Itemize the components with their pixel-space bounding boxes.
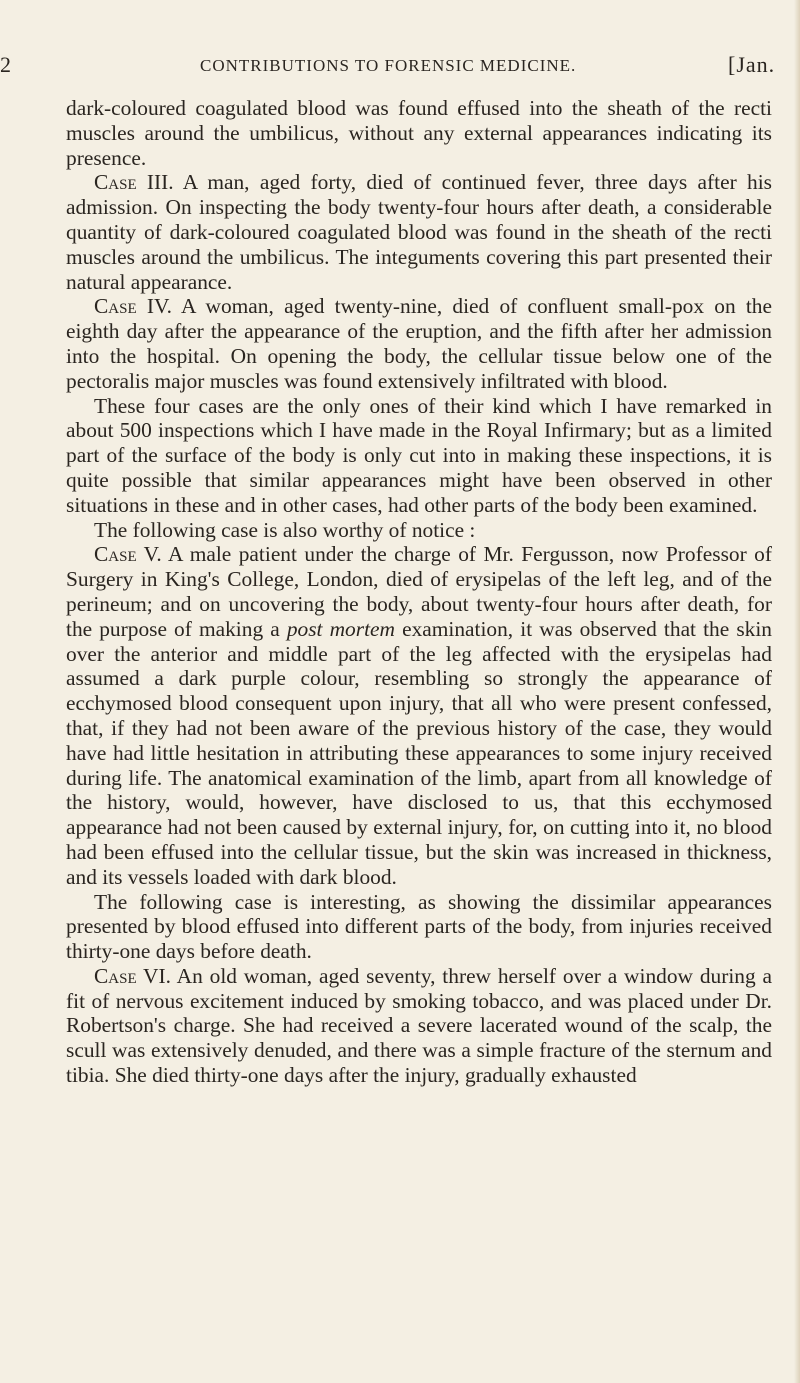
page-number: 2 (0, 52, 11, 77)
italic-term: post mortem (286, 616, 395, 641)
case-label: Case III. (94, 170, 174, 195)
body-text (66, 96, 772, 1088)
page-edge-shadow (794, 0, 800, 1383)
paragraph-discussion: These four cases are the only ones of their kind which I have remarked in about 500 inspections which I have made in the Royal Infirmary; but as a limited part of the surface of the body is only cut into in making these inspections, it is quite possible that similar appearances might have been observed in other situations in these and in other cases, had other parts of the body been examined. (66, 393, 772, 517)
case-label: Case V. (94, 542, 162, 567)
case-label: Case IV. (94, 294, 172, 319)
paragraph-case-4: Case IV. A woman, aged twenty-nine, died of confluent small-pox on the eighth day after the appearance of the eruption, and the fifth after her admission into the hospital. On opening the body, the cellular tissue below one of the pectoralis major muscles was found extensively infiltrated with blood. (66, 294, 772, 393)
running-title: CONTRIBUTIONS TO FORENSIC MEDICINE. (200, 56, 577, 75)
paragraph-continuation: dark-coloured coagulated blood was found effused into the sheath of the recti muscles around the umbilicus, without any external appearances indicating its presence. (66, 96, 772, 170)
paragraph-case-6: Case VI. An old woman, aged seventy, threw herself over a window during a fit of nervous excitement induced by smoking tobacco, and was placed under Dr. Robertson's charge. She had received a severe lacerated wound of the scalp, the scull was extensively denuded, and there was a simple fracture of the sternum and tibia. She died thirty-one days after the injury, gradually exhausted (66, 963, 773, 1088)
paragraph-intro-case-6: The following case is interesting, as showing the dissimilar appearances presented by blood effused into different parts of the body, from injuries received thirty-one days before death. (66, 889, 772, 964)
paragraph-case-5: Case V. A male patient under the charge of Mr. Fergusson, now Professor of Surgery in King's College, London, died of erysipelas of the left leg, and of the perineum; and on uncovering the body, about twenty-four hours after death, for the purpose of making a post mortem examination, it was observed that the skin over the anterior and middle part of the leg affected with the erysipelas had assumed a dark purple colour, resembling so strongly the appearance of ecchymosed blood consequent upon injury, that all who were present confessed, that, if they had not been aware of the previous history of the case, they would have had little hesitation in attributing these appearances to some injury received during life. The anatomical examination of the limb, apart from all knowledge of the history, would, however, have disclosed to us, that this ecchymosed appearance had not been caused by external injury, for, on cutting into it, no blood had been effused into the cellular tissue, but the skin was increased in thickness, and its vessels loaded with dark blood. (66, 542, 773, 889)
paragraph-case-3: Case III. A man, aged forty, died of continued fever, three days after his admission. On inspecting the body twenty-four hours after death, a considerable quantity of dark-coloured coagulated blood was found in the sheath of the recti muscles around the umbilicus. The integuments covering this part presented their natural appearance. (66, 170, 773, 294)
paragraph-intro-case-5: The following case is also worthy of notice : (94, 517, 476, 542)
page-header (0, 52, 800, 82)
case-label: Case VI. (94, 963, 171, 988)
running-date: [Jan. (728, 52, 776, 77)
